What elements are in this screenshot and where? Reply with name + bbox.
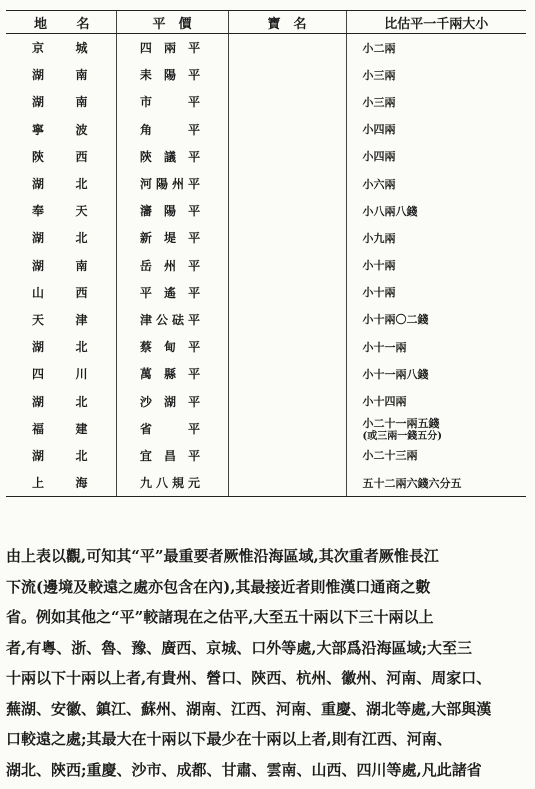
cell-diff (346, 143, 526, 170)
table-row (6, 279, 526, 306)
diff-value: 小十兩 (362, 259, 396, 273)
cell-diff (346, 116, 526, 143)
cell-bao (228, 88, 346, 115)
diff-value: 小十兩〇二錢 (362, 313, 429, 327)
place-char-1: 湖 (32, 258, 45, 273)
cell-ping: 宜 昌 平 (116, 442, 228, 469)
place-char-1: 陝 (32, 149, 45, 164)
diff-value: 小三兩 (362, 68, 396, 82)
cell-bao (228, 387, 346, 414)
diff-note: (或三兩一錢五分) (362, 430, 442, 442)
table-row (6, 442, 526, 469)
paragraph-line: 由上表以觀,可知其“平”最重要者厥惟沿海區域,其次重者厥惟長江 (6, 547, 439, 565)
cell-bao (228, 415, 346, 442)
place-char-2: 南 (75, 68, 88, 83)
place-char-1: 湖 (32, 177, 45, 192)
place-char-1: 寧 (32, 122, 45, 137)
cell-diff (346, 415, 526, 442)
paragraph-line: 者,有粵、浙、魯、豫、廣西、京城、口外等處,大部爲沿海區域;大至三 (6, 638, 472, 657)
table-row (6, 224, 526, 251)
cell-ping: 平 遙 平 (116, 279, 228, 306)
table-row (6, 333, 526, 360)
cell-diff (346, 279, 526, 306)
cell-ping: 蔡 甸 平 (116, 333, 228, 360)
table-row (6, 170, 526, 197)
cell-ping: 河陽州平 (116, 170, 228, 197)
place-char-2: 北 (75, 394, 88, 409)
diff-value: 五十二兩六錢六分五 (362, 476, 462, 490)
table-header-row (6, 11, 526, 34)
place-char-1: 湖 (32, 340, 45, 355)
place-char-1: 奉 (32, 204, 45, 219)
cell-bao (228, 442, 346, 469)
paragraph-line: 口較遠之處;其最大在十兩以下最少在十兩以上者,則有江西、河南、 (6, 730, 452, 748)
place-char-2: 南 (75, 258, 88, 273)
cell-ping: 省 平 (116, 415, 228, 442)
cell-place (6, 143, 116, 170)
cell-diff (346, 252, 526, 279)
place-char-1: 湖 (32, 95, 45, 110)
cell-place (6, 88, 116, 115)
diff-value: 小六兩 (362, 177, 396, 191)
table-row (6, 143, 526, 170)
place-char-1: 上 (32, 476, 45, 491)
place-char-1: 湖 (32, 68, 45, 83)
cell-bao (228, 170, 346, 197)
place-char-1: 湖 (32, 394, 45, 409)
cell-place (6, 224, 116, 251)
diff-value: 小十一兩 (362, 340, 407, 354)
cell-bao (228, 34, 346, 62)
place-char-2: 西 (75, 149, 88, 164)
cell-ping: 瀋 陽 平 (116, 197, 228, 224)
paragraph-line: 湖北、陝西;重慶、沙市、成都、甘肅、雲南、山西、四川等處,凡此諸省 (6, 760, 482, 779)
cell-place (6, 469, 116, 497)
place-char-1: 四 (32, 367, 45, 382)
cell-diff (346, 224, 526, 251)
header-ping: 平 價 (116, 11, 228, 34)
cell-diff (346, 387, 526, 414)
cell-diff (346, 442, 526, 469)
ping-comparison-table-container (6, 10, 526, 497)
paragraph-line: 十兩以下十兩以上者,有貴州、營口、陝西、杭州、徽州、河南、周家口、 (6, 669, 492, 687)
cell-ping: 四 兩 平 (116, 34, 228, 62)
cell-diff (346, 469, 526, 497)
cell-place (6, 34, 116, 62)
cell-place (6, 116, 116, 143)
cell-bao (228, 306, 346, 333)
cell-bao (228, 333, 346, 360)
cell-diff (346, 61, 526, 88)
place-char-2: 建 (75, 421, 88, 436)
cell-diff (346, 170, 526, 197)
cell-diff (346, 197, 526, 224)
table-row (6, 387, 526, 414)
place-char-2: 西 (75, 285, 88, 300)
header-place-char-1: 地 (34, 16, 48, 32)
cell-place (6, 387, 116, 414)
place-char-2: 津 (75, 312, 88, 327)
place-char-2: 北 (75, 340, 88, 355)
cell-place (6, 252, 116, 279)
cell-place (6, 442, 116, 469)
table-row (6, 252, 526, 279)
table-row (6, 197, 526, 224)
cell-ping: 角 平 (116, 116, 228, 143)
cell-diff (346, 34, 526, 62)
diff-value: 小十四兩 (362, 395, 407, 409)
cell-bao (228, 469, 346, 497)
diff-value: 小二十三兩 (362, 449, 418, 463)
place-char-1: 京 (32, 41, 45, 56)
place-char-2: 南 (75, 95, 88, 110)
cell-place (6, 197, 116, 224)
table-row (6, 61, 526, 88)
cell-bao (228, 360, 346, 387)
table-row (6, 306, 526, 333)
paragraph-line: 下流(邊境及較遠之處亦包含在內),其最接近者則惟漢口通商之數 (6, 577, 431, 596)
table-row (6, 360, 526, 387)
cell-ping: 萬 縣 平 (116, 360, 228, 387)
cell-bao (228, 279, 346, 306)
diff-value: 小二兩 (362, 41, 396, 55)
diff-value: 小十兩 (362, 286, 396, 300)
place-char-1: 湖 (32, 231, 45, 246)
cell-ping: 陝 議 平 (116, 143, 228, 170)
cell-place (6, 279, 116, 306)
table-row (6, 469, 526, 497)
cell-bao (228, 224, 346, 251)
diff-value: 小八兩八錢 (362, 204, 418, 218)
diff-value: 小二十一兩五錢 (362, 416, 440, 430)
cell-place (6, 306, 116, 333)
header-place (6, 11, 116, 34)
place-char-2: 海 (75, 476, 88, 491)
table-row (6, 415, 526, 442)
diff-value: 小四兩 (362, 123, 396, 137)
cell-place (6, 61, 116, 88)
table-row (6, 34, 526, 62)
table-body (6, 34, 526, 497)
cell-diff (346, 306, 526, 333)
place-char-2: 北 (75, 177, 88, 192)
diff-value: 小九兩 (362, 231, 396, 245)
place-char-1: 湖 (32, 448, 45, 463)
place-char-1: 山 (32, 285, 45, 300)
place-char-1: 福 (32, 421, 45, 436)
cell-bao (228, 143, 346, 170)
diff-value: 小十一兩八錢 (362, 367, 429, 381)
place-char-2: 川 (75, 367, 88, 382)
diff-value: 小三兩 (362, 95, 396, 109)
diff-value: 小四兩 (362, 150, 396, 164)
place-char-2: 天 (75, 204, 88, 219)
table-row (6, 88, 526, 115)
cell-place (6, 333, 116, 360)
header-bao: 寶 名 (228, 11, 346, 34)
place-char-2: 北 (75, 231, 88, 246)
body-paragraph (6, 541, 528, 785)
cell-ping: 耒 陽 平 (116, 61, 228, 88)
cell-bao (228, 116, 346, 143)
cell-diff (346, 333, 526, 360)
place-char-2: 波 (75, 122, 88, 137)
place-char-2: 城 (75, 41, 88, 56)
table-row (6, 116, 526, 143)
cell-place (6, 415, 116, 442)
cell-bao (228, 61, 346, 88)
cell-diff (346, 88, 526, 115)
cell-ping: 九八規元 (116, 469, 228, 497)
cell-ping: 市 平 (116, 88, 228, 115)
place-char-2: 北 (75, 448, 88, 463)
cell-bao (228, 197, 346, 224)
cell-place (6, 170, 116, 197)
header-diff: 比估平一千兩大小 (346, 11, 526, 34)
paragraph-line: 省。例如其他之“平”較諸現在之估平,大至五十兩以下三十兩以上 (6, 608, 434, 626)
cell-ping: 岳 州 平 (116, 252, 228, 279)
ping-comparison-table (6, 10, 526, 497)
cell-place (6, 360, 116, 387)
cell-ping: 沙 湖 平 (116, 387, 228, 414)
header-place-char-2: 名 (76, 16, 90, 32)
cell-ping: 新 堤 平 (116, 224, 228, 251)
cell-diff (346, 360, 526, 387)
paragraph-line: 蕪湖、安徽、鎮江、蘇州、湖南、江西、河南、重慶、湖北等處,大部與漢 (6, 699, 492, 718)
cell-bao (228, 252, 346, 279)
place-char-1: 天 (32, 312, 45, 327)
cell-ping: 津公砝平 (116, 306, 228, 333)
